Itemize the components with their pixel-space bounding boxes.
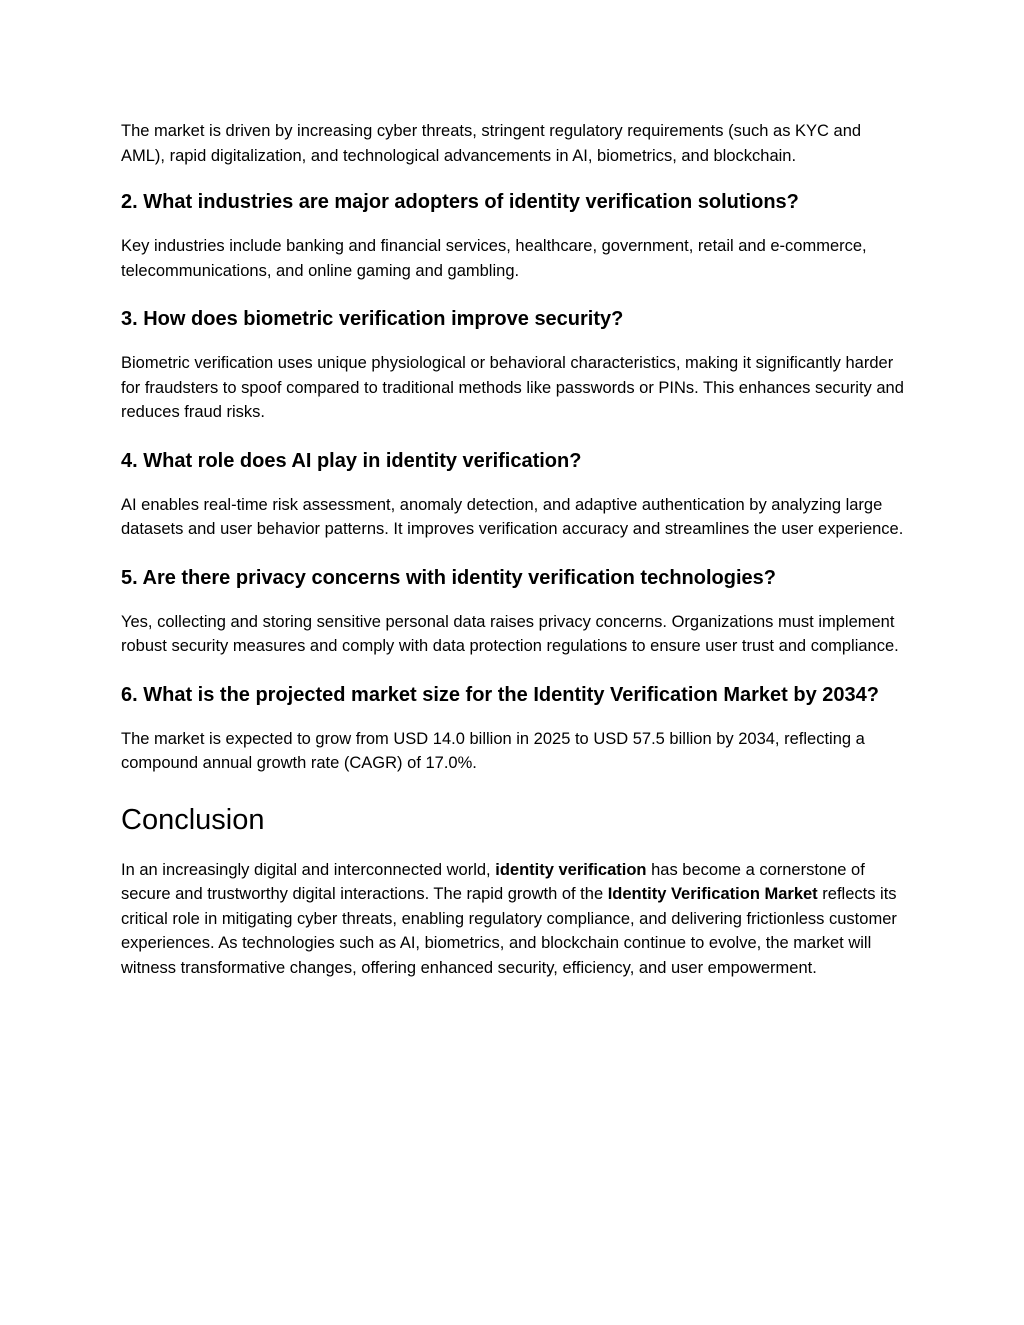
conclusion-text-2: has become a cornerstone of secure and trustworthy digital interactions. The rapid growth of the: [121, 860, 865, 903]
faq-answer-2: Key industries include banking and financial services, healthcare, government, retail and e-commerce, telecommunications, and online gaming and gambling.: [121, 237, 867, 280]
conclusion-text-1: In an increasingly digital and interconnected world,: [121, 860, 496, 879]
conclusion-text-3: reflects its critical role in mitigating cyber threats, enabling regulatory compliance, and delivering frictionless customer experiences. As technologies such as AI, biometrics, and blockchain continue to evolve, the market will witness transformative changes, offering enhanced security, efficiency, and user empowerment.: [121, 885, 897, 977]
conclusion-heading: Conclusion: [121, 803, 265, 836]
document-page: [121, 119, 906, 980]
intro-paragraph: The market is driven by increasing cyber threats, stringent regulatory requirements (such as KYC and AML), rapid digitalization, and technological advancements in AI, biometrics, and blockchain.: [121, 122, 862, 165]
faq-question-4: 4. What role does AI play in identity verification?: [121, 449, 582, 472]
faq-answer-4: AI enables real-time risk assessment, anomaly detection, and adaptive authentication by analyzing large datasets and user behavior patterns. It improves verification accuracy and streamlines the user experience.: [121, 495, 904, 538]
faq-answer-5: Yes, collecting and storing sensitive personal data raises privacy concerns. Organizations must implement robust security measures and comply with data protection regulations to ensure user trust and compliance.: [121, 612, 899, 655]
conclusion-bold-market: Identity Verification Market: [607, 885, 818, 903]
faq-answer-3: Biometric verification uses unique physiological or behavioral characteristics, making it significantly harder for fraudsters to spoof compared to traditional methods like passwords or PINs. This enhances security and reduces fraud risks.: [121, 354, 904, 421]
conclusion-paragraph: [121, 858, 906, 981]
faq-question-2: 2. What industries are major adopters of identity verification solutions?: [121, 191, 799, 213]
faq-question-3: 3. How does biometric verification improve security?: [121, 308, 624, 330]
conclusion-bold-identity-verification: identity verification: [495, 860, 647, 879]
faq-answer-6: The market is expected to grow from USD 14.0 billion in 2025 to USD 57.5 billion by 2034, reflecting a compound annual growth rate (CAGR) of 17.0%.: [121, 729, 865, 772]
faq-question-5: 5. Are there privacy concerns with identity verification technologies?: [121, 566, 776, 589]
faq-question-6: 6. What is the projected market size for the Identity Verification Market by 2034?: [121, 683, 879, 706]
